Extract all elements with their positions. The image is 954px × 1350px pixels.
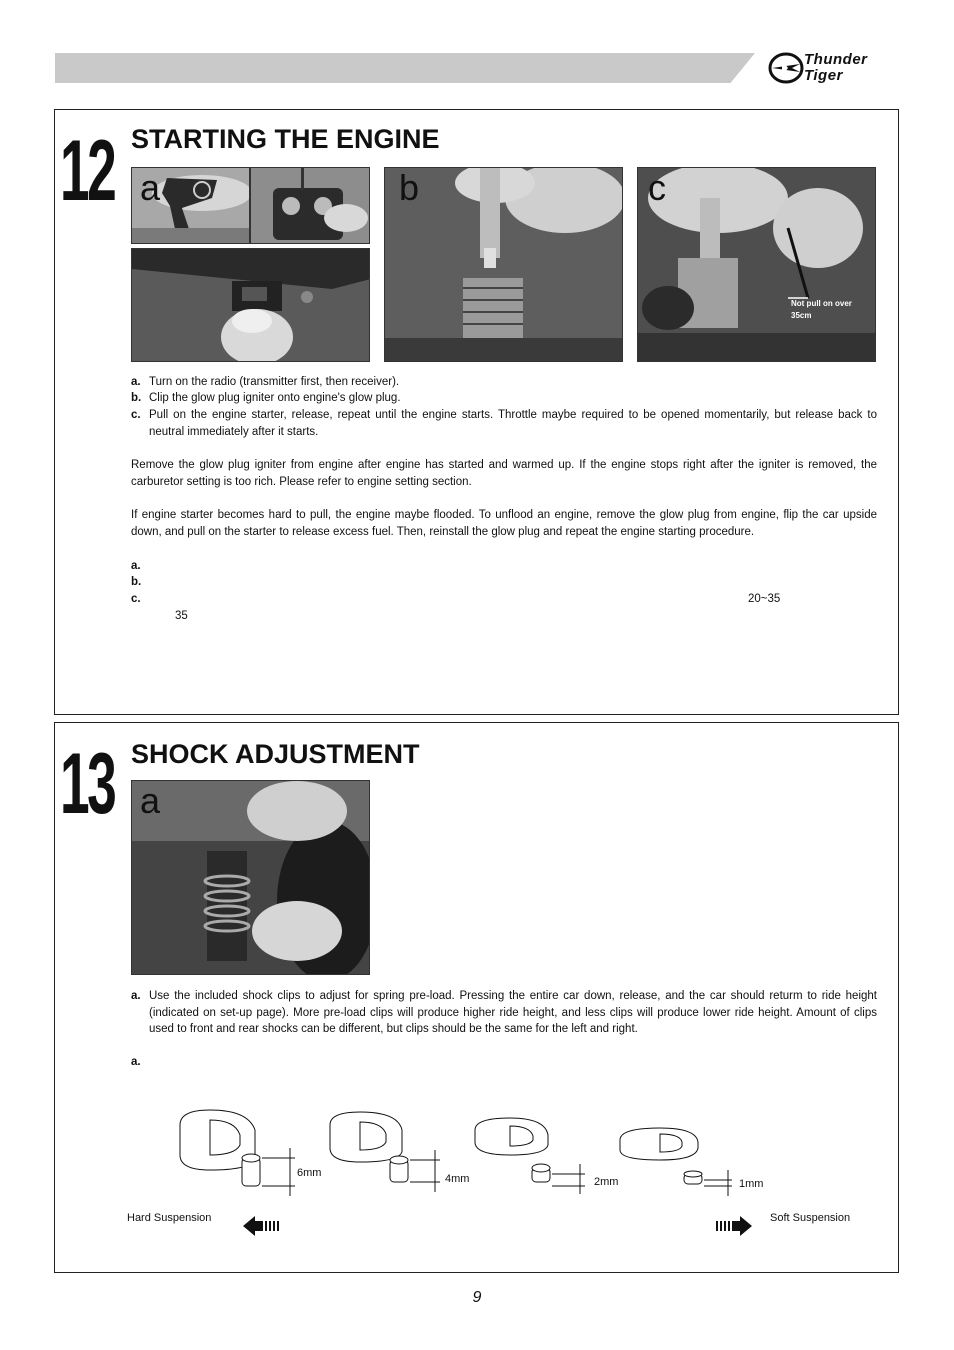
page-number: 9 bbox=[472, 1289, 482, 1306]
clip-2mm-icon bbox=[475, 1118, 585, 1194]
photo-label-c: c bbox=[648, 167, 666, 208]
photo-transmitter-switch bbox=[131, 167, 250, 244]
alt-pull-limit: 35 bbox=[175, 610, 188, 622]
clip-6mm-icon bbox=[180, 1110, 295, 1196]
shock-step-a bbox=[131, 988, 877, 1038]
arrow-left-icon bbox=[243, 1216, 279, 1236]
step-b bbox=[131, 390, 877, 407]
photo-label-a: a bbox=[140, 780, 161, 821]
pull-starter-photo-icon bbox=[638, 168, 876, 362]
shock-clips-photo-icon bbox=[132, 781, 370, 975]
photo-transmitter-back bbox=[250, 167, 370, 244]
photo-shock-clips bbox=[131, 780, 370, 975]
thunder-tiger-logo bbox=[766, 50, 906, 86]
photo-receiver-switch bbox=[131, 248, 370, 362]
alt-letter-c: c. bbox=[131, 593, 141, 605]
clip-label-2mm: 2mm bbox=[594, 1176, 619, 1188]
section-number: 13 bbox=[60, 736, 115, 832]
hard-suspension-label: Hard Suspension bbox=[127, 1212, 212, 1224]
section-title: STARTING THE ENGINE bbox=[131, 124, 440, 154]
alt-letter-a: a. bbox=[131, 1056, 141, 1068]
step-letter: c. bbox=[131, 409, 141, 421]
clip-1mm-icon bbox=[620, 1128, 732, 1196]
photo-glow-igniter bbox=[384, 167, 623, 362]
pull-length-note: Not pull on over 35cm bbox=[791, 299, 852, 320]
clip-label-4mm: 4mm bbox=[445, 1173, 470, 1185]
photo-pull-starter bbox=[637, 167, 876, 362]
header-bar bbox=[55, 53, 755, 83]
clip-label-6mm: 6mm bbox=[297, 1167, 322, 1179]
alt-letter-b: b. bbox=[131, 576, 142, 588]
step-text: Pull on the engine starter, release, repeat until the engine starts. Throttle maybe required to be opened momentarily, but release back to neutral immediately after it starts. bbox=[149, 409, 877, 438]
paragraph-flooded-engine: If engine starter becomes hard to pull, the engine maybe flooded. To unflood an engine, remove the glow plug from engine, flip the car upside down, and pull on the starter to release excess fuel. Then, reinstall the glow plug and repeat the engine starting procedure. bbox=[131, 509, 877, 538]
step-text: Clip the glow plug igniter onto engine's glow plug. bbox=[149, 392, 401, 404]
step-letter: a. bbox=[131, 376, 141, 388]
photo-label-a: a bbox=[140, 167, 161, 208]
glow-igniter-photo-icon bbox=[385, 168, 623, 362]
section-number: 12 bbox=[60, 123, 115, 219]
shock-clip-diagram bbox=[170, 1100, 800, 1200]
step-text: Use the included shock clips to adjust for spring pre-load. Pressing the entire car down, release, and the car should returm to ride height (indicated on set-up page). More pre-load clips will produce higher ride height, and less clips will produce lower ride height. Amount of clips used to front and rear shocks can be different, but clips should be the same for the left and right. bbox=[149, 990, 877, 1035]
arrow-right-icon bbox=[716, 1216, 752, 1236]
alt-letter-a: a. bbox=[131, 560, 141, 572]
clip-4mm-icon bbox=[330, 1112, 440, 1192]
photo-label-b: b bbox=[399, 167, 420, 208]
step-a bbox=[131, 374, 877, 391]
receiver-switch-photo-icon bbox=[132, 249, 370, 362]
clip-label-1mm: 1mm bbox=[739, 1178, 764, 1190]
paragraph-remove-igniter: Remove the glow plug igniter from engine after engine has started and warmed up. If the engine stops right after the igniter is removed, the carburetor setting is too rich. Please refer to engine setting section. bbox=[131, 459, 877, 488]
logo-text-line1: Thunder bbox=[804, 51, 868, 68]
logo-text-line2: Tiger bbox=[804, 67, 843, 84]
step-c bbox=[131, 407, 877, 440]
alt-pull-range: 20~35 bbox=[748, 593, 781, 605]
transmitter-back-photo-icon bbox=[251, 168, 370, 244]
section-title: SHOCK ADJUSTMENT bbox=[131, 739, 420, 769]
logo-emblem-icon bbox=[766, 50, 806, 86]
step-letter: a. bbox=[131, 990, 141, 1002]
step-letter: b. bbox=[131, 392, 142, 404]
soft-suspension-label: Soft Suspension bbox=[770, 1212, 851, 1224]
step-text: Turn on the radio (transmitter first, then receiver). bbox=[149, 376, 400, 388]
